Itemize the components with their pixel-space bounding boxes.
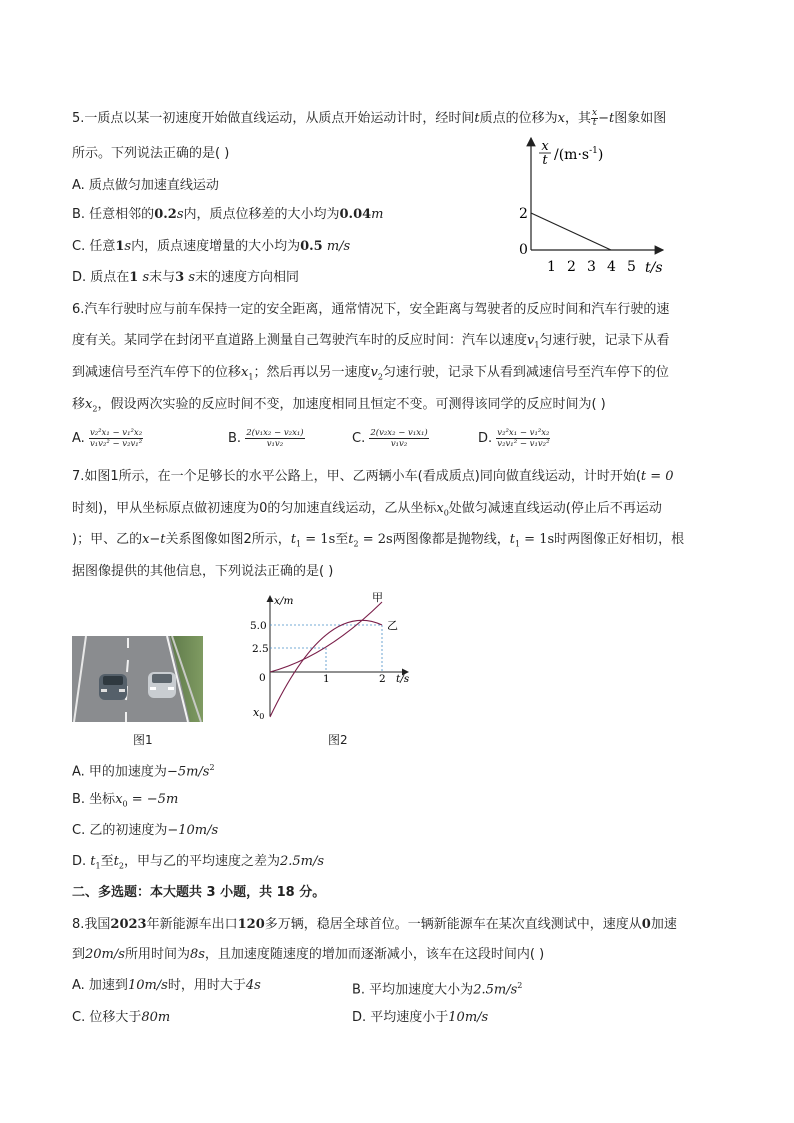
q7-option-c: C. 乙的初速度为−10m/s [72,823,219,838]
q5-option-b: B. 任意相邻的0.2s内，质点位移差的大小均为0.04m [72,207,384,222]
q6-option-a: A. $\frac{\text{v₂²x₁ − v₁²x₂}}{\text{v₁v₂² − v₂v₁²}}$ [72,428,143,449]
q5-option-d: D. 质点在1 s末与3 s末的速度方向相同 [72,270,300,285]
q5-xtick-4: 4 [607,259,616,275]
q8-option-a: A. 加速到10m/s时，用时大于4s [72,978,261,993]
q5-stem-line1: 5.一质点以某一初速度开始做直线运动，从质点开始运动计时，经时间t质点的位移为x，其 $\frac{x}{t}-t$图象如图 [72,108,667,128]
q5-option-c: C. 任意1s内，质点速度增量的大小均为0.5 m/s [72,239,351,254]
q7-x0-label: $x_0$ [253,706,265,720]
q8-stem-line2: 到20m/s所用时间为8s，且加速度随速度的增加而逐渐减小，该车在这段时间内( ) [72,947,545,962]
section-multi-choice-header: 二、多选题：本大题共 3 小题，共 18 分。 [72,885,326,900]
q5-xtick-2: 2 [567,259,576,275]
q5-xtick-3: 3 [587,259,596,275]
q5-origin: 0 [519,242,528,258]
q7-ytick-5: 5.0 [250,620,267,632]
q8-stem-line1: 8.我国2023年新能源车出口120多万辆，稳居全球首位。一辆新能源车在某次直线测试中，速度从0加速 [72,917,677,932]
q6-stem-line4: 移$x_2$，假设两次实验的反应时间不变，加速度相同且恒定不变。可测得该同学的反应时间为( ) [72,397,606,414]
q7-xtick-2: 2 [379,673,386,685]
q7-option-a: A. 甲的加速度为$-5m/s^2$ [72,763,215,780]
q5-ylabel-den: t [542,153,548,168]
car-dark [99,674,127,700]
q7-xt-graph [248,590,420,720]
q7-ylabel: x/m [274,595,294,607]
q5-data-line [531,213,611,250]
q6-stem-line1: 6.汽车行驶时应与前车保持一定的安全距离，通常情况下，安全距离与驾驶者的反应时间和汽车行驶的速 [72,302,670,317]
q7-guide-lines [270,625,382,672]
q7-label-yi: 乙 [387,619,398,632]
q7-fig2-caption: 图2 [328,733,348,747]
q8-option-c: C. 位移大于80m [72,1010,171,1025]
q7-option-b: B. 坐标$x_0 = -5m$ [72,792,179,809]
q5-option-a: A. 质点做匀加速直线运动 [72,178,219,193]
q7-ytick-25: 2.5 [252,643,269,655]
q8-option-d: D. 平均速度小于10m/s [352,1010,489,1025]
q5-stem-fraction: $\frac{x}{t}$ [592,108,598,128]
q7-stem-line1: 7.如图1所示，在一个足够长的水平公路上，甲、乙两辆小车(看成质点)同向做直线运动，计时开始(t = 0 [72,469,674,484]
q7-origin: 0 [259,672,266,684]
q5-stem-line2: 所示。下列说法正确的是( ) [72,146,230,161]
q6-option-d: D. $\frac{\text{v₂²x₁ − v₁²x₂}}{\text{v₂v₁² − v₁v₂²}}$ [478,428,550,449]
q7-option-d: D. $t_1$至$t_2$，甲与乙的平均速度之差为2.5m/s [72,854,325,871]
q5-ytick-2: 2 [519,206,528,222]
q7-label-jia: 甲 [372,591,383,604]
q5-xlabel: t/s [645,260,663,276]
q7-stem-line2: 时刻)，甲从坐标原点做初速度为0的匀加速直线运动，乙从坐标$x_0$处做匀减速直线运动(停止后不再运动 [72,501,662,518]
q6-option-b: B. $\frac{\text{2(v₁x₂ − v₂x₁)}}{\text{v₁v₂}}$ [228,428,304,449]
q6-stem-line3: 到减速信号至汽车停下的位移$x_1$；然后再以另一速度$v_2$匀速行驶，记录下从看到减速信号至汽车停下的位 [72,365,669,382]
q5-ylabel-num: x [541,139,549,154]
q7-xtick-1: 1 [323,673,330,685]
q6-stem-line2: 度有关。某同学在封闭平直道路上测量自己驾驶汽车时的反应时间：汽车以速度$v_1$匀速行驶，记录下从看 [72,333,670,350]
car-silver [148,672,176,698]
q7-stem-line4: 据图像提供的其他信息，下列说法正确的是( ) [72,564,334,579]
q5-xtick-5: 5 [627,259,636,275]
q7-fig1-caption: 图1 [133,733,153,747]
q7-stem-line3: )；甲、乙的x−t关系图像如图2所示，$t_1 = 1s$至$t_2 = 2s$两图像都是抛物线，$t_1 = 1s$时两图像正好相切，根 [72,532,685,549]
q7-xlabel: t/s [396,673,410,685]
q7-fig1-road-photo [72,636,203,722]
q5-xtick-1: 1 [547,259,556,275]
q5-xt-graph [505,134,675,276]
q5-ylabel-unit: $/(m\cdot s^{-1})$ [554,146,604,163]
q8-option-b: B. 平均加速度大小为$2.5m/s^2$ [352,981,523,998]
q5-xtick-labels [547,259,636,275]
q6-option-c: C. $\frac{\text{2(v₂x₂ − v₁x₁)}}{\text{v₁v₂}}$ [352,428,428,449]
